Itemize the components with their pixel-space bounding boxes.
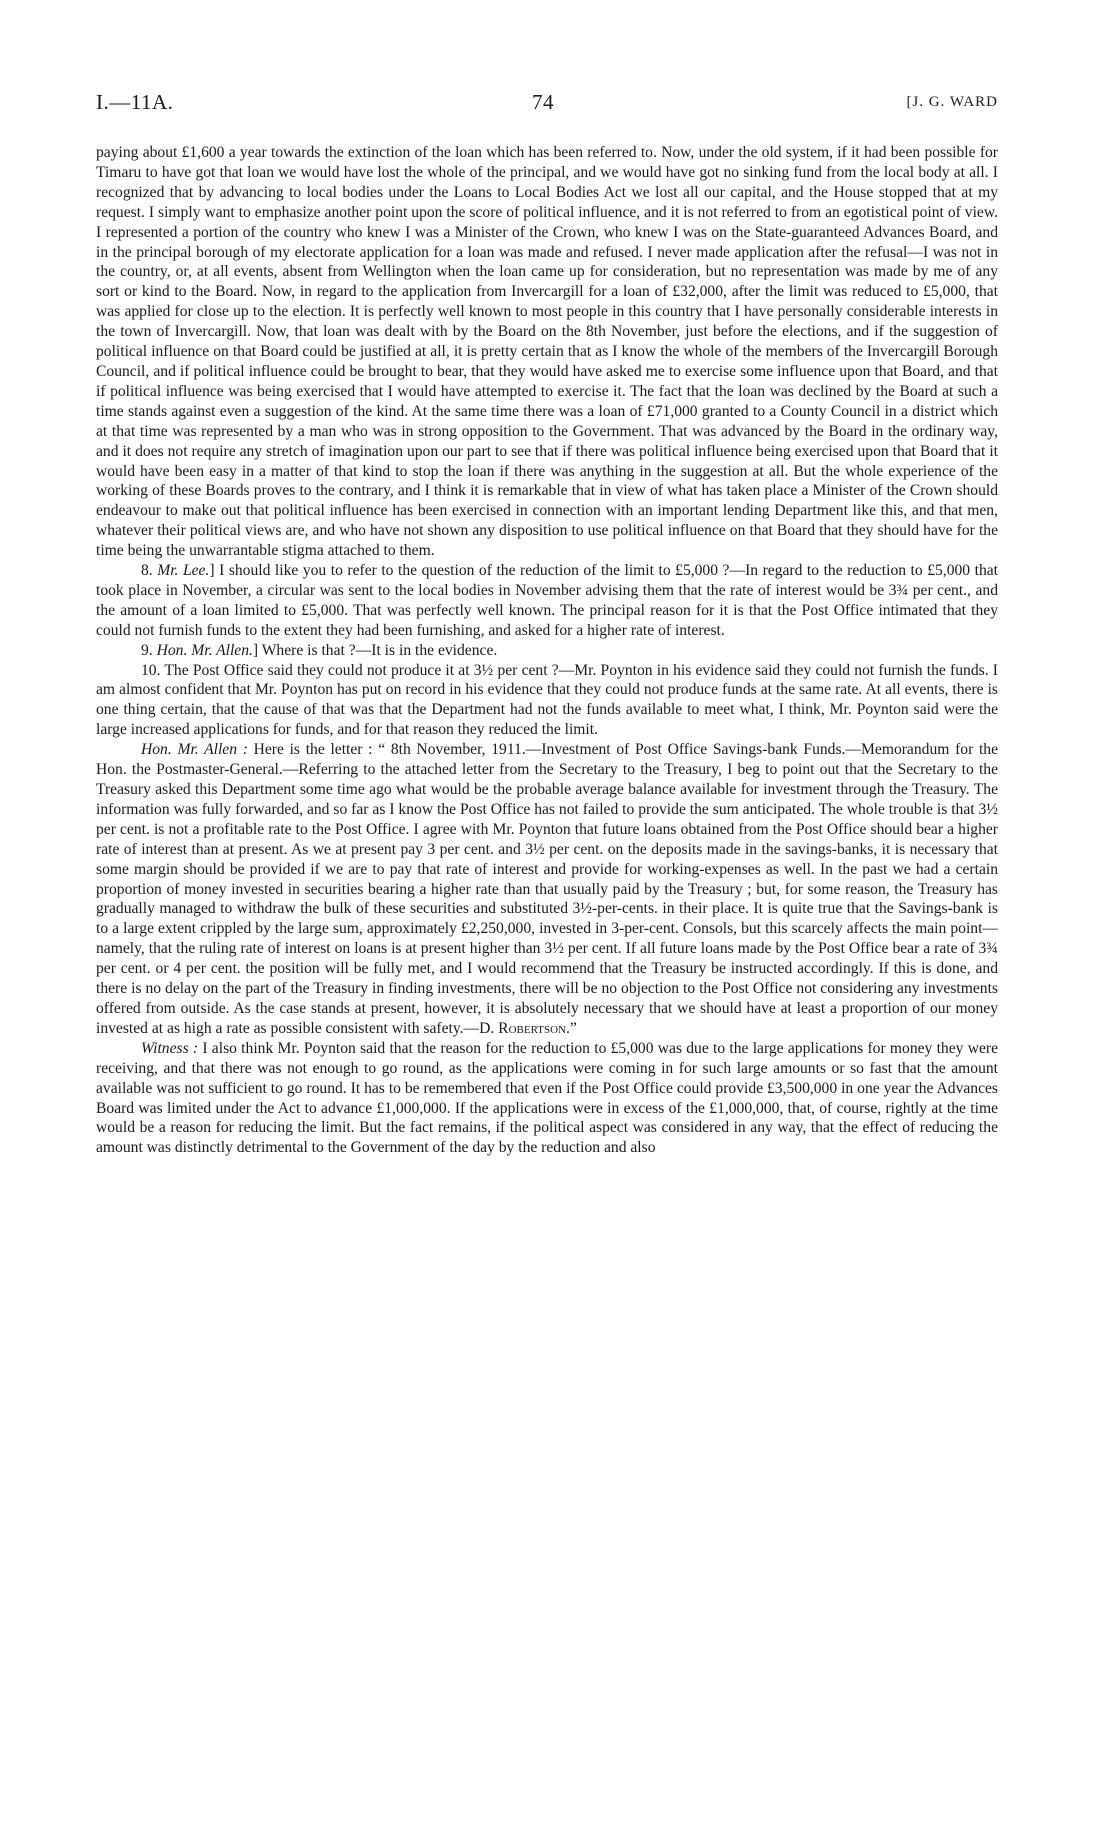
paragraph-text: ] I should like you to refer to the question of the reduction of the limit to £5,000 ?—In regard to the reduction to £5,000 that took place in November, a circular was sent to the local bodies in November advising them that the rate of interest would be 3¾ per cent., and the amount of a loan limited to £5,000. That was perfectly well known. The principal reason for it is that the Post Office intimated that they could not furnish funds to the extent they had been furnishing, and asked for a higher rate of interest. [96, 562, 998, 639]
paragraph-text: 8. [141, 562, 158, 580]
paragraph [96, 1039, 998, 1158]
page-header [96, 90, 998, 120]
body-text [96, 143, 998, 1158]
signature-name: Robertson [498, 1019, 566, 1037]
speaker-label: Hon. Mr. Allen : [141, 741, 248, 759]
paragraph [96, 740, 998, 1039]
document-reference: I.—11A. [96, 90, 174, 114]
paragraph [96, 661, 998, 741]
paragraph-text: paying about £1,600 a year towards the extinction of the loan which has been referred to. Now, under the old system, if it had been possible for Timaru to have got that loan we would have lost the whole of the principal, and we would have got no sinking fund from the local body at all. I recognized that by advancing to local bodies under the Loans to Local Bodies Act we lost all our capital, and the House stopped that at my request. I simply want to emphasize another point upon the score of political influence, and it is not referred to from an egotistical point of view. I represented a portion of the country who knew I was a Minister of the Crown, who knew I was on the State-guaranteed Advances Board, and in the principal borough of my electorate application for a loan was made and refused. I never made application after the refusal—I was not in the country, or, at all events, absent from Wellington when the loan came up for consideration, but no representation was made by me of any sort or kind to the Board. Now, in regard to the application from Invercargill for a loan of £32,000, after the limit was reduced to £5,000, that was applied for close up to the election. It is perfectly well known to most people in this country that I have personally considerable interests in the town of Invercargill. Now, that loan was dealt with by the Board on the 8th November, just before the elections, and if the suggestion of political influence on that Board could be justified at all, it is pretty certain that as I know the whole of the members of the Invercargill Borough Council, and if political influence could be brought to bear, that they would have asked me to exercise some influence upon that Board, and that if political influence was being exercised that I would have attempted to exercise it. The fact that the loan was declined by the Board at such a time stands against even a suggestion of the kind. At the same time there was a loan of £71,000 granted to a County Council in a district which at that time was represented by a man who was in strong opposition to the Government. That was advanced by the Board in the ordinary way, and it does not require any stretch of imagination upon our part to see that if there was political influence being exercised upon that Board that it would have been easy in a matter of that kind to stop the loan if there was anything in the suggestion at all. But the whole experience of the working of these Boards proves to the contrary, and I think it is remarkable that in view of what has taken place a Minister of the Crown should endeavour to make out that political influence has been exercised in connection with an important lending Department like this, and that men, whatever their political views are, and who have not shown any disposition to use political influence on that Board that they should have for the time being the unwarrantable stigma attached to them. [96, 144, 998, 560]
paragraph-text: ] Where is that ?—It is in the evidence. [252, 641, 498, 659]
paragraph-text: I also think Mr. Poynton said that the reason for the reduction to £5,000 was due to the large applications for money they were receiving, and that there was not enough to go round, as the applications were coming in for such large amounts or so fast that the amount available was not sufficient to go round. It has to be remembered that even if the Post Office could provide £3,500,000 in one year the Advances Board was limited under the Act to advance £1,000,000. If the applications were in excess of the £1,000,000, that, of course, rightly at the time would be a reason for reducing the limit. But the fact remains, if the political aspect was considered in any way, that the effect of reducing the amount was distinctly detrimental to the Government of the day by the reduction and also [96, 1039, 998, 1157]
witness-name: [J. G. WARD [906, 94, 998, 110]
speaker-label: Witness : [141, 1039, 199, 1057]
paragraph-text: Here is the letter : “ 8th November, 1911.—Investment of Post Office Savings-bank Funds.—Memorandum for the Hon. the Postmaster-General.—Referring to the attached letter from the Secretary to the Treasury, I beg to point out that the Secretary to the Treasury asked this Department some time ago what would be the probable average balance available for investment through the Treasury. The information was fully forwarded, and so far as I know the Post Office has not failed to provide the sum anticipated. The whole trouble is that 3½ per cent. is not a profitable rate to the Post Office. I agree with Mr. Poynton that future loans obtained from the Post Office should bear a higher rate of interest than at present. As we at present pay 3 per cent. and 3½ per cent. on the deposits made in the savings-banks, it is necessary that some margin should be provided if we are to pay that rate of interest and provide for working-expenses as well. In the past we had a certain proportion of money invested in securities bearing a higher rate than that usually paid by the Treasury ; but, for some reason, the Treasury has gradually managed to withdraw the bulk of these securities and substituted 3½-per-cents. in their place. It is quite true that the Savings-bank is to a large extent crippled by the large sum, approximately £2,250,000, invested in 3-per-cent. Consols, but this scarcely affects the main point—namely, that the ruling rate of interest on loans is at present higher than 3½ per cent. If all future loans made by the Post Office bear a rate of 3¾ per cent. or 4 per cent. the position will be fully met, and I would recommend that the Treasury be instructed accordingly. If this is done, and there is no delay on the part of the Treasury in finding investments, there will be no objection to the Post Office not considering any investments offered from outside. As the case stands at present, however, it is absolutely necessary that we should have at least a proportion of our money invested at as high a rate as possible consistent with safety.—D. [96, 741, 999, 1037]
paragraph [96, 641, 998, 661]
speaker-label: Mr. Lee. [157, 562, 210, 580]
paragraph [96, 143, 998, 561]
paragraph-text: .” [565, 1019, 577, 1037]
paragraph-text: 9. [141, 641, 157, 659]
paragraph [96, 561, 998, 641]
page-number: 74 [532, 90, 554, 114]
speaker-label: Hon. Mr. Allen. [156, 641, 253, 659]
paragraph-text: 10. The Post Office said they could not produce it at 3½ per cent ?—Mr. Poynton in his evidence said they could not furnish the funds. I am almost confident that Mr. Poynton has put on record in his evidence that they could not produce funds at the same rate. At all events, there is one thing certain, that the cause of that was that the Department had not the funds available to meet what, I think, Mr. Poynton said were the large increased applications for funds, and for that reason they reduced the limit. [96, 661, 998, 739]
